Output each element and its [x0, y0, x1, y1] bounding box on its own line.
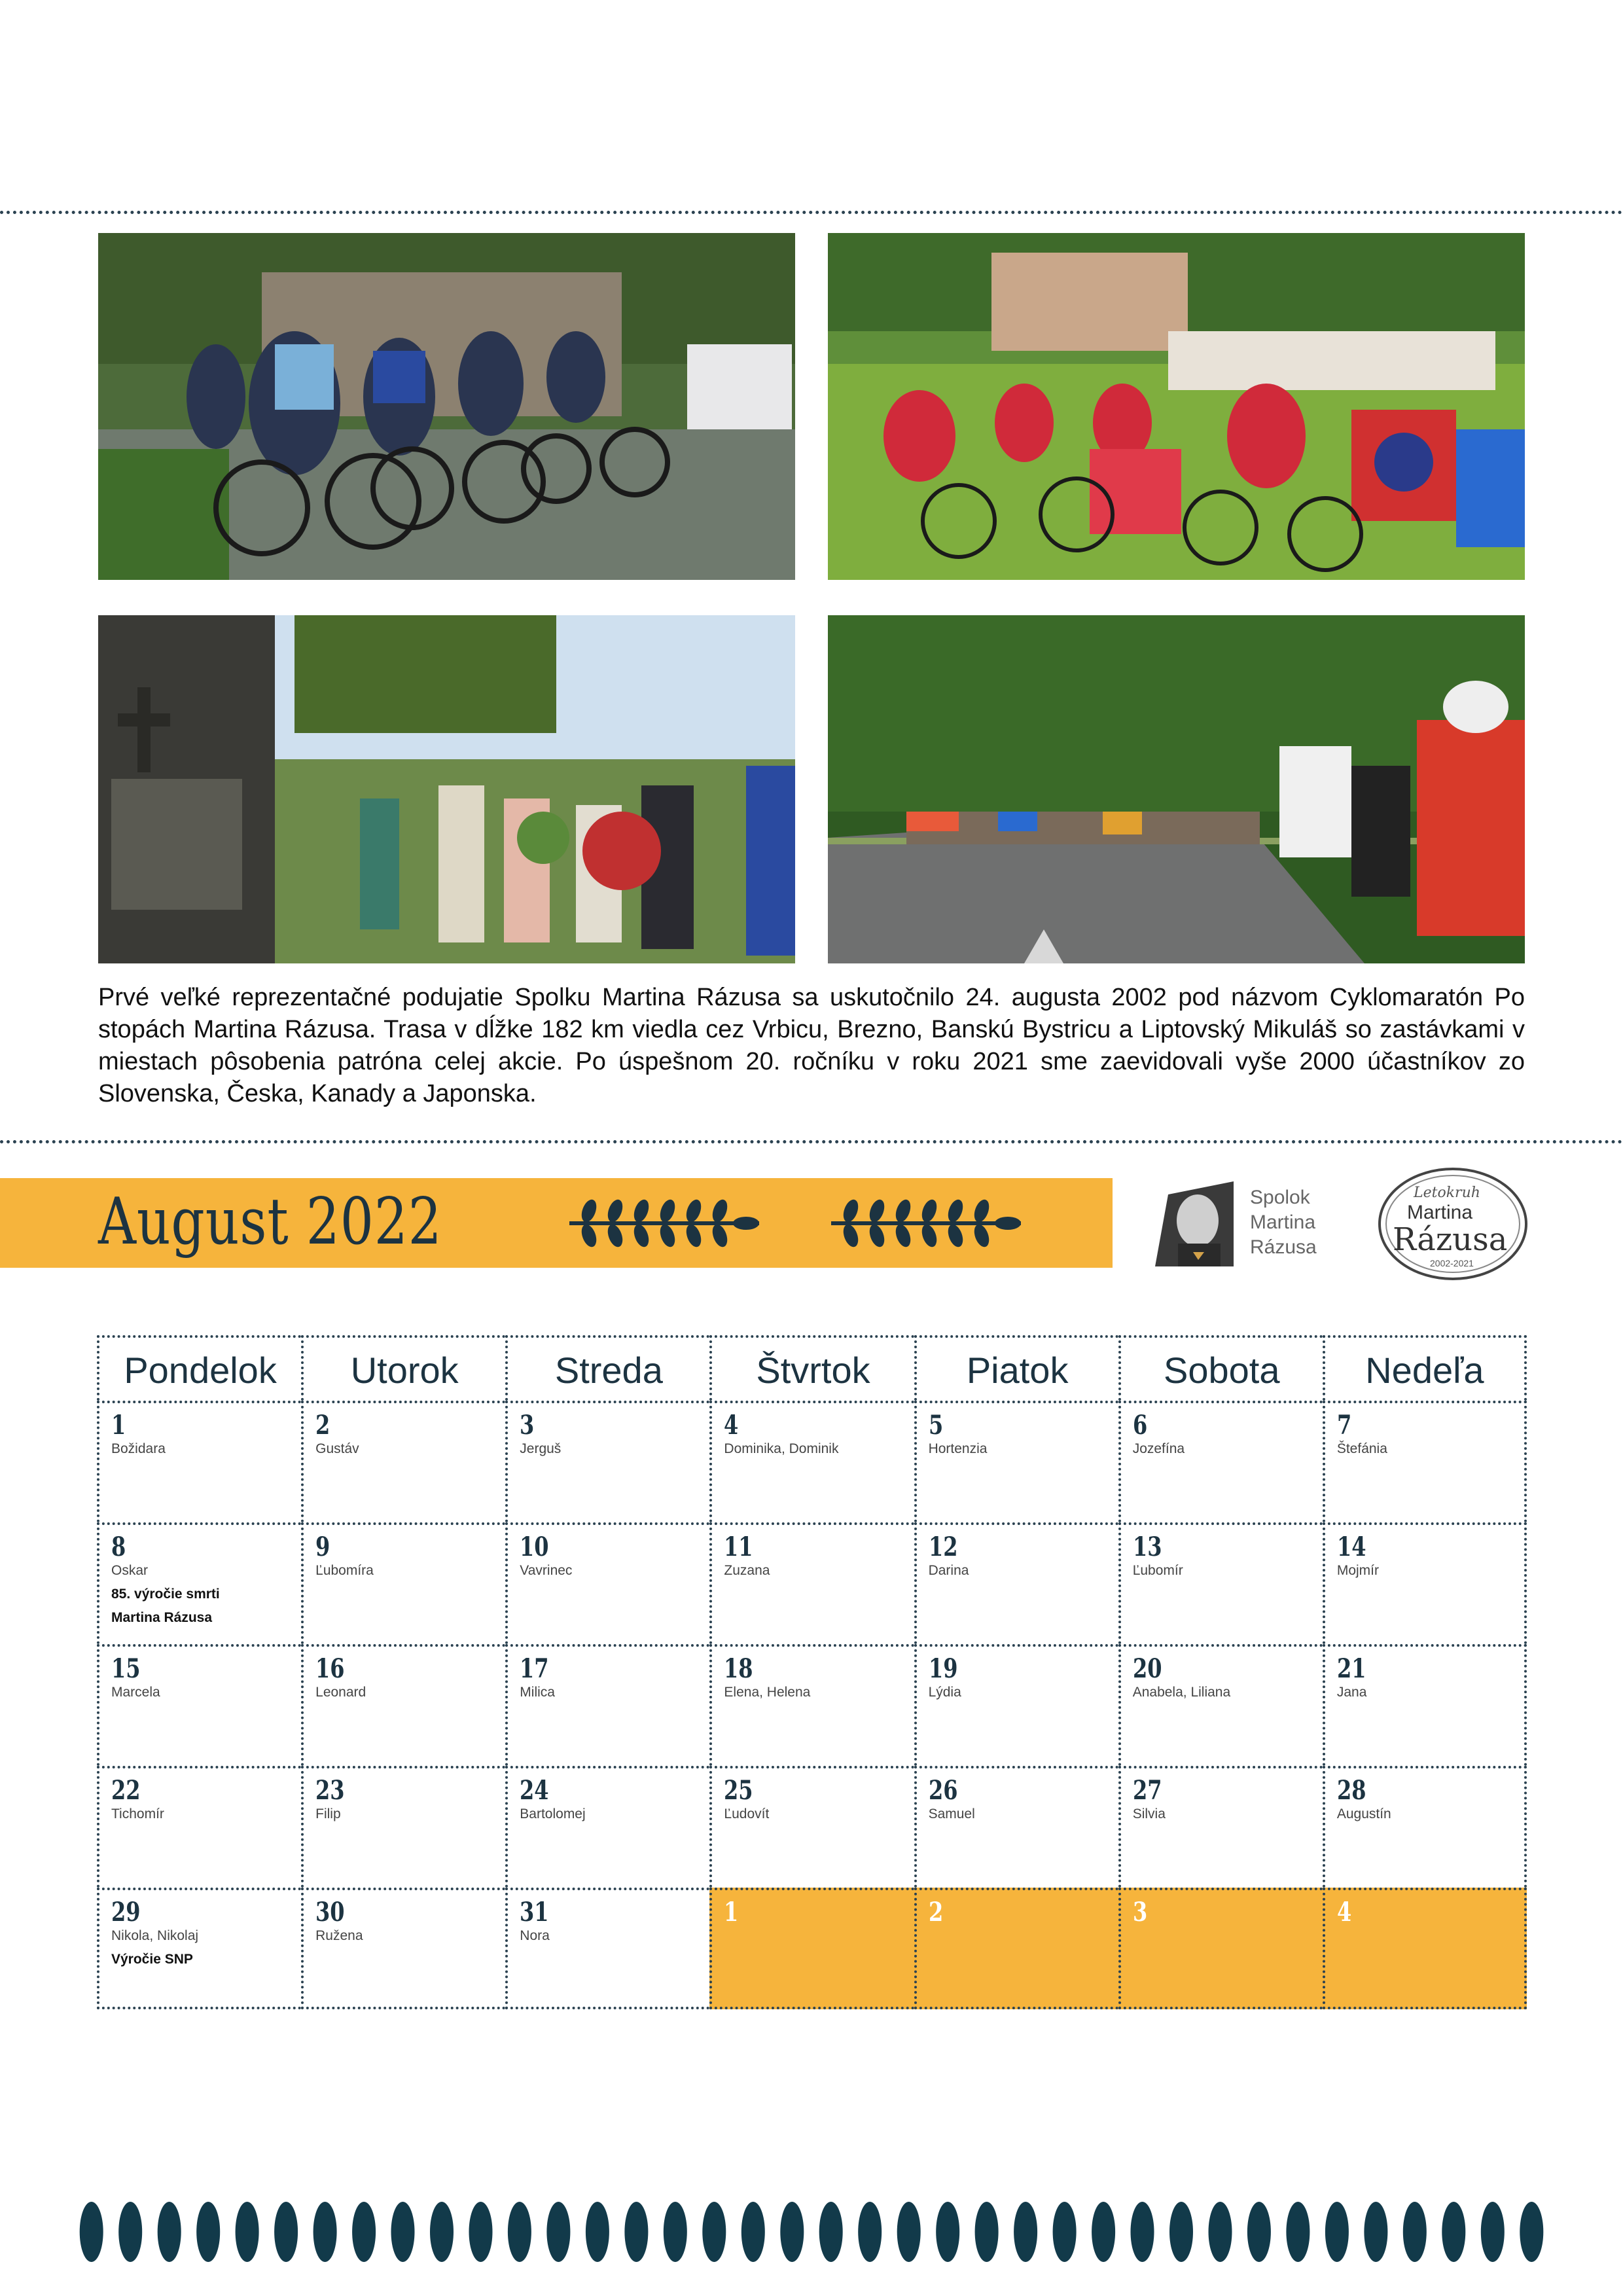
day-number: 23	[315, 1775, 345, 1806]
leaf-ornament	[430, 2202, 454, 2262]
leaf-ornament	[741, 2202, 765, 2262]
day-number: 7	[1336, 1410, 1352, 1441]
leaf-ornament	[1481, 2202, 1505, 2262]
day-cell	[1118, 1644, 1323, 1766]
leaf-ornament	[196, 2202, 220, 2262]
caption-text: Prvé veľké reprezentačné podujatie Spolku Martina Rázusa sa uskutočnilo 24. augusta 2002 pod názvom Cyklomaratón Po stopách Martina Rázusa. Trasa v dĺžke 182 km viedla cez Vrbicu, Brezno, Banskú Bystricu a Liptovský Mikuláš so zastávkami v miestach pôsobenia patróna celej akcie. Po úspešnom 20. ročníku v roku 2021 sme zaevidovali vyše 2000 účastníkov zo Slovenska, Česka, Kanady a Japonska.	[98, 984, 1525, 1107]
name-day: Silvia	[1132, 1806, 1166, 1821]
day-cell	[1118, 1766, 1323, 1888]
logo-letokruh-martina-razusa	[1374, 1165, 1531, 1283]
leaf-ornament	[702, 2202, 726, 2262]
leaf-ornament	[1053, 2202, 1077, 2262]
leaf-ornament	[1442, 2202, 1465, 2262]
day-cell	[97, 1766, 301, 1888]
logo-right-name1: Martina	[1407, 1202, 1473, 1223]
leaf-ornament	[1520, 2202, 1543, 2262]
name-day: Ľudovít	[724, 1806, 770, 1821]
month-title: August 2022	[98, 1185, 442, 1259]
top-divider	[0, 211, 1623, 214]
day-number: 17	[520, 1653, 549, 1684]
logo-right-script: Letokruh	[1414, 1185, 1480, 1201]
name-day: Mojmír	[1336, 1563, 1380, 1578]
day-number: 27	[1132, 1775, 1162, 1806]
day-cell	[505, 1644, 709, 1766]
leaf-ornament	[1286, 2202, 1310, 2262]
day-cell	[914, 1401, 1118, 1522]
day-number: 30	[315, 1897, 345, 1928]
day-cell	[97, 1522, 301, 1644]
leaf-ornament	[858, 2202, 882, 2262]
name-day: Samuel	[928, 1806, 975, 1821]
logo-left-line3: Rázusa	[1250, 1236, 1317, 1258]
photo-cyclists-street	[98, 233, 795, 580]
day-cell	[914, 1522, 1118, 1644]
middle-divider	[0, 1140, 1623, 1143]
logo-left-line2: Martina	[1250, 1211, 1316, 1233]
leaf-ornament	[1169, 2202, 1193, 2262]
day-number: 3	[520, 1410, 535, 1441]
day-number: 26	[928, 1775, 958, 1806]
day-number: 2	[928, 1897, 943, 1928]
weekday-header: Sobota	[1118, 1335, 1323, 1401]
day-cell-next-month	[1118, 1888, 1323, 2009]
leaf-ornament	[586, 2202, 609, 2262]
leaf-ornament	[897, 2202, 921, 2262]
logo-left-line1: Spolok	[1250, 1187, 1310, 1208]
leaf-ornament	[1209, 2202, 1232, 2262]
name-day: Jerguš	[520, 1441, 562, 1456]
leaf-ornament	[1325, 2202, 1349, 2262]
day-number: 16	[315, 1653, 345, 1684]
leaf-ornament	[1247, 2202, 1271, 2262]
day-cell-next-month	[709, 1888, 914, 2009]
day-cell	[914, 1766, 1118, 1888]
day-number: 8	[111, 1532, 126, 1562]
weekday-header: Nedeľa	[1323, 1335, 1527, 1401]
name-day: Anabela, Liliana	[1132, 1685, 1231, 1700]
day-cell	[1323, 1766, 1527, 1888]
leaf-ornament	[158, 2202, 181, 2262]
leaf-ornament	[624, 2202, 648, 2262]
anniversary-note: Výročie SNP	[111, 1952, 193, 1967]
weekday-header: Utorok	[301, 1335, 505, 1401]
logo-spolok-martina-razusa	[1149, 1175, 1345, 1273]
leaf-ornament	[1364, 2202, 1387, 2262]
day-cell-next-month	[1323, 1888, 1527, 2009]
weekday-header: Pondelok	[97, 1335, 301, 1401]
name-day: Jozefína	[1132, 1441, 1185, 1456]
leaf-ornament	[236, 2202, 259, 2262]
day-number: 13	[1132, 1532, 1162, 1562]
day-cell	[1323, 1401, 1527, 1522]
day-cell	[301, 1644, 505, 1766]
logo-right-years: 2002-2021	[1430, 1258, 1474, 1268]
day-number: 12	[928, 1532, 958, 1562]
name-day: Gustáv	[315, 1441, 359, 1456]
day-cell	[505, 1522, 709, 1644]
wheat-sprig-icon	[563, 1194, 766, 1252]
name-day: Bartolomej	[520, 1806, 586, 1821]
month-banner	[0, 1178, 1113, 1268]
calendar-grid	[97, 1335, 1527, 2022]
leaf-ornament	[274, 2202, 298, 2262]
day-cell	[97, 1401, 301, 1522]
leaf-ornament	[546, 2202, 570, 2262]
name-day: Elena, Helena	[724, 1685, 811, 1700]
day-cell	[505, 1888, 709, 2009]
name-day: Augustín	[1336, 1806, 1391, 1821]
photo-memorial-wreath	[98, 615, 795, 963]
leaf-ornament	[819, 2202, 843, 2262]
anniversary-note: Martina Rázusa	[111, 1610, 213, 1625]
day-number: 2	[315, 1410, 330, 1441]
logo-right-name2: Rázusa	[1393, 1221, 1508, 1258]
leaf-ornament	[780, 2202, 804, 2262]
leaf-ornament	[80, 2202, 103, 2262]
leaf-ornament	[975, 2202, 999, 2262]
name-day: Vavrinec	[520, 1563, 573, 1578]
leaf-ornament	[391, 2202, 415, 2262]
day-cell	[709, 1766, 914, 1888]
decorative-leaf-border	[72, 2199, 1551, 2265]
day-cell	[97, 1888, 301, 2009]
name-day: Jana	[1336, 1685, 1367, 1700]
photo-peloton-road	[828, 615, 1525, 963]
day-number: 29	[111, 1897, 141, 1928]
day-cell	[914, 1644, 1118, 1766]
name-day: Nikola, Nikolaj	[111, 1928, 199, 1943]
name-day: Božidara	[111, 1441, 166, 1456]
day-number: 5	[928, 1410, 943, 1441]
day-cell	[1323, 1522, 1527, 1644]
day-cell	[1118, 1522, 1323, 1644]
photo-cyclists-park	[828, 233, 1525, 580]
day-cell	[301, 1888, 505, 2009]
name-day: Zuzana	[724, 1563, 770, 1578]
name-day: Tichomír	[111, 1806, 164, 1821]
name-day: Marcela	[111, 1685, 160, 1700]
name-day: Nora	[520, 1928, 550, 1943]
day-number: 18	[724, 1653, 753, 1684]
name-day: Hortenzia	[928, 1441, 988, 1456]
leaf-ornament	[1403, 2202, 1427, 2262]
leaf-ornament	[1092, 2202, 1115, 2262]
day-number: 4	[724, 1410, 739, 1441]
name-day: Dominika, Dominik	[724, 1441, 839, 1456]
leaf-ornament	[508, 2202, 531, 2262]
day-cell	[1118, 1401, 1323, 1522]
leaf-ornament	[313, 2202, 337, 2262]
leaf-ornament	[1131, 2202, 1154, 2262]
day-cell	[505, 1766, 709, 1888]
day-cell	[301, 1522, 505, 1644]
anniversary-note: 85. výročie smrti	[111, 1587, 220, 1602]
day-number: 15	[111, 1653, 141, 1684]
weekday-header: Štvrtok	[709, 1335, 914, 1401]
day-cell	[709, 1401, 914, 1522]
day-number: 11	[724, 1532, 753, 1562]
day-cell	[301, 1401, 505, 1522]
name-day: Darina	[928, 1563, 969, 1578]
day-number: 1	[724, 1897, 739, 1928]
day-number: 10	[520, 1532, 549, 1562]
weekday-header: Piatok	[914, 1335, 1118, 1401]
wheat-sprig-icon	[825, 1194, 1027, 1252]
day-cell	[301, 1766, 505, 1888]
name-day: Ružena	[315, 1928, 363, 1943]
name-day: Ľubomír	[1132, 1563, 1183, 1578]
day-number: 19	[928, 1653, 958, 1684]
day-number: 24	[520, 1775, 549, 1806]
day-number: 28	[1336, 1775, 1366, 1806]
name-day: Štefánia	[1336, 1441, 1387, 1456]
day-cell	[709, 1644, 914, 1766]
name-day: Milica	[520, 1685, 555, 1700]
day-number: 3	[1132, 1897, 1147, 1928]
day-number: 31	[520, 1897, 549, 1928]
leaf-ornament	[352, 2202, 376, 2262]
day-number: 9	[315, 1532, 330, 1562]
name-day: Filip	[315, 1806, 341, 1821]
day-cell	[97, 1644, 301, 1766]
day-number: 20	[1132, 1653, 1162, 1684]
leaf-ornament	[936, 2202, 959, 2262]
day-number: 22	[111, 1775, 141, 1806]
name-day: Ľubomíra	[315, 1563, 374, 1578]
day-cell	[709, 1522, 914, 1644]
day-cell	[1323, 1644, 1527, 1766]
day-number: 1	[111, 1410, 126, 1441]
day-cell	[505, 1401, 709, 1522]
day-number: 25	[724, 1775, 753, 1806]
leaf-ornament	[664, 2202, 687, 2262]
day-number: 14	[1336, 1532, 1366, 1562]
weekday-header: Streda	[505, 1335, 709, 1401]
day-number: 6	[1132, 1410, 1147, 1441]
day-number: 21	[1336, 1653, 1366, 1684]
leaf-ornament	[469, 2202, 493, 2262]
name-day: Lýdia	[928, 1685, 961, 1700]
leaf-ornament	[1014, 2202, 1037, 2262]
leaf-ornament	[118, 2202, 142, 2262]
name-day: Leonard	[315, 1685, 366, 1700]
day-number: 4	[1336, 1897, 1352, 1928]
day-cell-next-month	[914, 1888, 1118, 2009]
name-day: Oskar	[111, 1563, 149, 1578]
